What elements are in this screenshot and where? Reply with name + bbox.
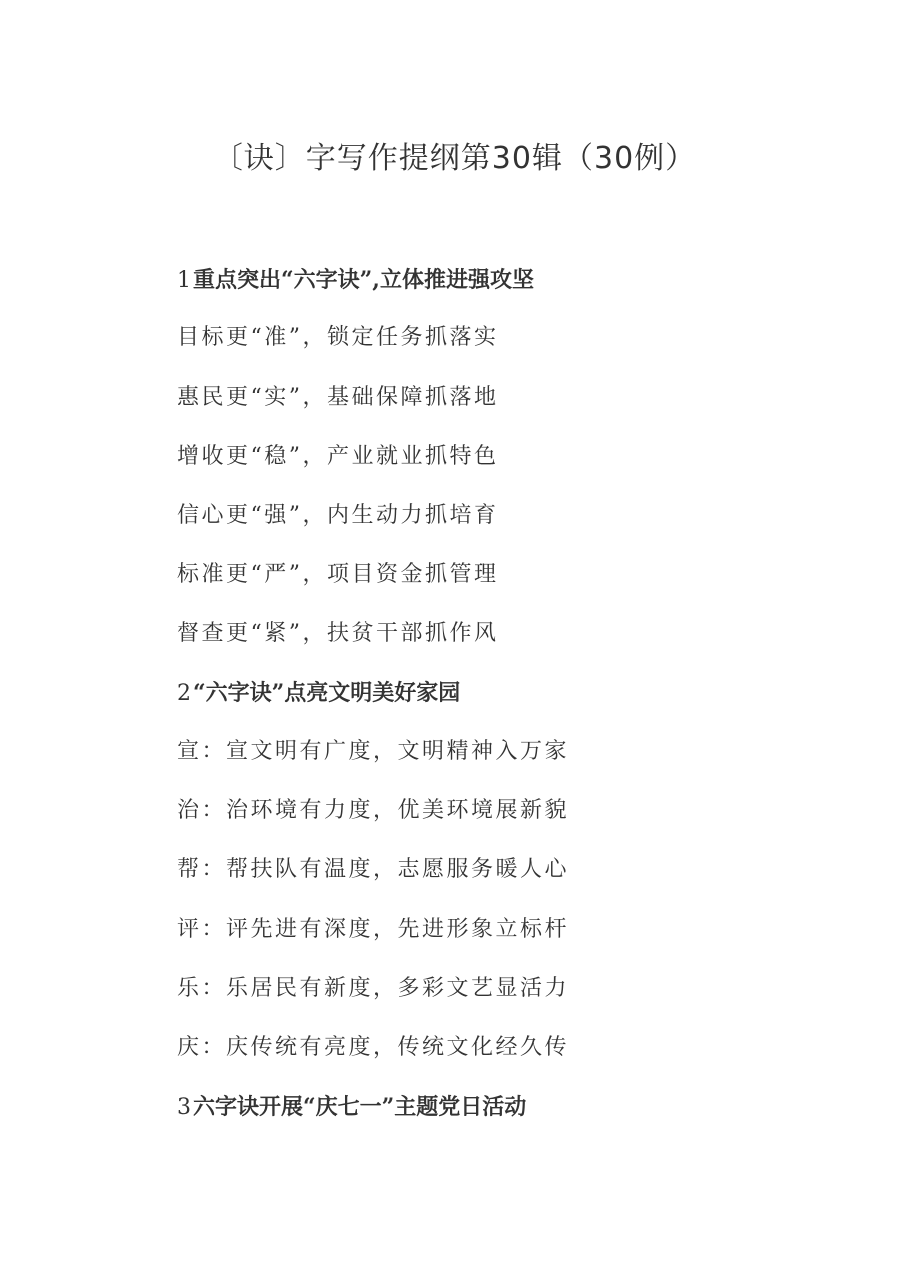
section-item: 评：评先进有深度，先进形象立标杆 — [177, 917, 570, 942]
section-number: 3 — [177, 1095, 191, 1120]
section-heading — [177, 675, 460, 711]
section-item: 帮：帮扶队有温度，志愿服务暖人心 — [177, 857, 570, 882]
section-heading — [177, 1089, 526, 1125]
section-item: 督查更“紧”，扶贫干部抓作风 — [177, 621, 499, 646]
section-heading-text: 六字诀开展“庆七一”主题党日活动 — [193, 1094, 527, 1120]
section-item: 乐：乐居民有新度，多彩文艺显活力 — [177, 976, 570, 1001]
section-item: 标准更“严”，项目资金抓管理 — [177, 562, 499, 587]
section-item: 信心更“强”，内生动力抓培育 — [177, 503, 499, 528]
section-heading-text: “六字诀”点亮文明美好家园 — [193, 680, 461, 706]
section-item: 治：治环境有力度，优美环境展新貌 — [177, 798, 570, 823]
section-heading — [177, 262, 534, 298]
section-item: 增收更“稳”，产业就业抓特色 — [177, 444, 499, 469]
section-heading-text: 重点突出“六字诀”,立体推进强攻坚 — [193, 267, 534, 293]
document-title: 〔诀〕字写作提纲第30辑（30例） — [212, 141, 697, 176]
section-number: 2 — [177, 681, 191, 706]
section-number: 1 — [177, 268, 191, 293]
section-item: 惠民更“实”，基础保障抓落地 — [177, 385, 499, 410]
section-item: 目标更“准”，锁定任务抓落实 — [177, 325, 499, 350]
section-item: 庆：庆传统有亮度，传统文化经久传 — [177, 1035, 570, 1060]
section-item: 宣：宣文明有广度，文明精神入万家 — [177, 739, 570, 764]
